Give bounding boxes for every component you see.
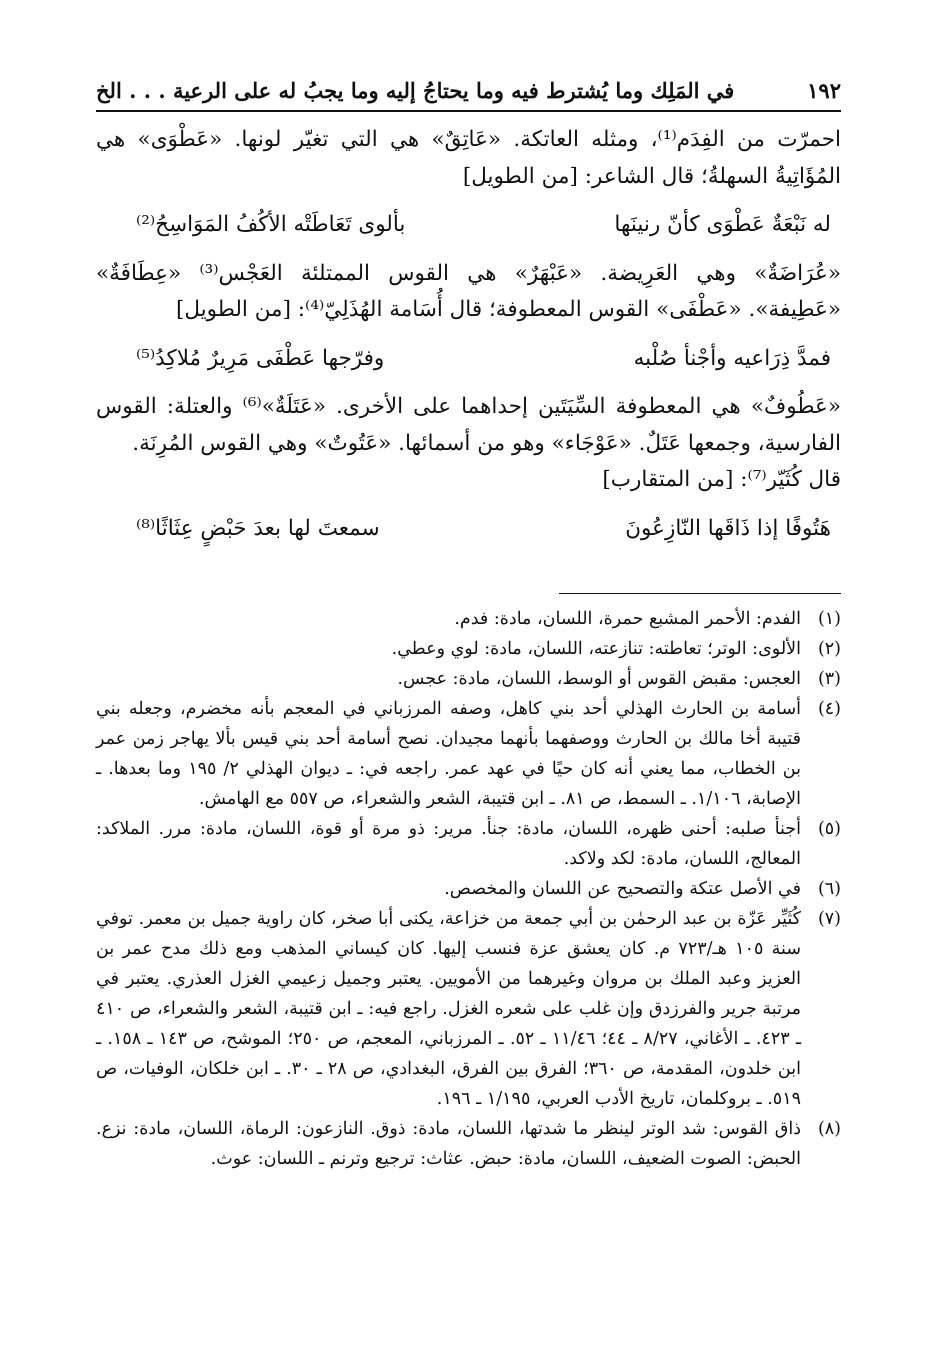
footnotes xyxy=(96,604,841,1174)
paragraph: «عَطُوفٌ» هي المعطوفة السِّيَتَين إحداهما على الأخرى. «عَتَلَةٌ»⁽⁶⁾ والعتلة: القوس الفارسية، وجمعها عَتَلٌ. «عَوْجَاء» وهو من أسمائها. «عَتُوتٌ» وهي القوس المُرِنَة. xyxy=(96,394,841,456)
paragraph: قال كُثَيّر⁽⁷⁾: [من المتقارب] xyxy=(602,467,841,492)
paragraph: احمرّت من الفِدَم⁽¹⁾، ومثله العاتكة. «عَاتِقٌ» هي التي تغيّر لونها. «عَطْوَى» هي المُؤَاتِيةُ السهلةُ؛ قال الشاعر: [من الطويل] xyxy=(96,127,841,189)
footnote-number: (٤) xyxy=(817,699,841,719)
poem-verse xyxy=(96,207,841,244)
footnote xyxy=(96,1114,841,1174)
verse-second-hemistich: سمعتَ لها بعدَ حَبْضٍ عِثَاثًا⁽⁸⁾ xyxy=(136,515,380,541)
footnote-text: أجنأ صلبه: أحنى ظهره، اللسان، مادة: جنأ. مرير: ذو مرة أو قوة، اللسان، مادة: مرر. الملاكد: المعالج، اللسان، مادة: لكد ولاكد. xyxy=(96,819,801,869)
footnote-number: (٣) xyxy=(817,669,841,689)
footnote-number: (٨) xyxy=(817,1119,841,1139)
footnote-text: الفدم: الأحمر المشبع حمرة، اللسان، مادة: فدم. xyxy=(454,609,801,629)
footnote-number: (١) xyxy=(817,609,841,629)
footnote-text: ذاق القوس: شد الوتر لينظر ما شدتها، اللسان، مادة: ذوق. النازعون: الرماة، اللسان، مادة: نزع. الحبض: الصوت الضعيف، اللسان، مادة: حبض. عثاث: ترجيع وترنم ـ اللسان: عوث. xyxy=(96,1119,801,1169)
running-title: في المَلِك وما يُشترط فيه وما يحتاجُ إليه وما يجبُ له على الرعية . . . الخ xyxy=(96,78,735,103)
footnote xyxy=(96,814,841,874)
footnote-number: (٢) xyxy=(817,639,841,659)
footnote-text: كُثَيِّر عَزّة بن عبد الرحمٰن بن أبي جمعة من خزاعة، يكنى أبا صخر، كان راوية جميل بن معمر. توفي سنة ١٠٥ هـ/٧٢٣ م. كان يعشق عزة فنسب إليها. كان كيساني المذهب ومع ذلك مدح عمر بن العزيز وعبد الملك بن مروان وغيرهما من الأمويين. يعتبر وجميل زعيمي الغزل العذري. يعتبر في مرتبة جرير والفرزدق وإن غلب على شعره الغزل. راجع فيه: ـ ابن قتيبة، الشعر والشعراء، ص ٤١٠ ـ ٤٢٣. ـ الأغاني، ٨/٢٧ ـ ٤٤؛ ١١/٤٦ ـ ٥٢. ـ المرزباني، المعجم، ص ٢٥٠؛ الموشح، ص ١٤٣ ـ ١٥٨. ـ ابن خلدون، المقدمة، ص ٣٦٠؛ الفرق بين الفرق، البغدادي، ص ٢٨ ـ ٣٠. ـ ابن خلكان، الوفيات، ص ٥١٩. ـ بروكلمان، تاريخ الأدب العربي، ١/١٩٥ ـ ١٩٦. xyxy=(96,909,801,1109)
verse-second-hemistich: وفرّجها عَطْفَى مَرِيرٌ مُلاكِدُ⁽⁵⁾ xyxy=(136,345,385,371)
footnote-number: (٦) xyxy=(817,879,841,899)
verse-first-hemistich: له نَبْعَةٌ عَطْوَى كأنّ رنينَها xyxy=(614,212,831,237)
footnote xyxy=(96,904,841,1114)
footnote xyxy=(96,634,841,664)
running-header xyxy=(96,78,841,112)
footnote xyxy=(96,874,841,904)
verse-second-hemistich: بألوى تَعَاطَتْه الأكُفُ المَوَاسِحُ⁽²⁾ xyxy=(136,212,406,237)
verse-first-hemistich: هَتُوفًا إذا ذَاقَها النّازِعُونَ xyxy=(625,515,831,541)
page-number: ١٩٢ xyxy=(807,78,841,103)
footnote-text: في الأصل عتكة والتصحيح عن اللسان والمخصص. xyxy=(444,879,801,899)
footnote-text: الألوى: الوتر؛ تعاطته: تنازعته، اللسان، مادة: لوي وعطي. xyxy=(391,639,801,659)
poem-verse xyxy=(96,511,841,548)
footnote-number: (٧) xyxy=(817,909,841,929)
verse-first-hemistich: فمدَّ ذِرَاعيه وأجْنأ صُلْبه xyxy=(633,345,831,371)
footnote xyxy=(96,664,841,694)
main-text xyxy=(96,122,841,547)
footnote-separator xyxy=(559,593,841,594)
poem-verse xyxy=(96,341,841,378)
footnote-text: أسامة بن الحارث الهذلي أحد بني كاهل، وصفه المرزباني في المعجم بأنه مخضرم، وجعله بني قتيبة أخا مالك بن الحارث ووصفهما بأنهما مجيدان. نصح أسامة أحد بني قيس بألا يهاجر زمن عمر بن الخطاب، مما يعني أنه كان حيًا في عهد عمر. راجعه في: ـ ديوان الهذلي ٢/ ١٩٥ وما بعدها. ـ الإصابة، ١/١٠٦. ـ السمط، ص ٨١. ـ ابن قتيبة، الشعر والشعراء، ص ٥٥٧ مع الهامش. xyxy=(96,699,801,809)
footnote xyxy=(96,694,841,814)
book-page xyxy=(96,78,841,1174)
paragraph: «عُرَاضَةٌ» وهي العَرِيضة. «عَبْهَرٌ» هي القوس الممتلئة العَجْس⁽³⁾ «عِطَافَةٌ» «عَطِيفة». «عَطْفَى» القوس المعطوفة؛ قال أُسَامة الهُذَلِيّ⁽⁴⁾: [من الطويل] xyxy=(96,260,841,322)
footnote-number: (٥) xyxy=(817,819,841,839)
footnote-text: العجس: مقبض القوس أو الوسط، اللسان، مادة: عجس. xyxy=(397,669,801,689)
footnote xyxy=(96,604,841,634)
